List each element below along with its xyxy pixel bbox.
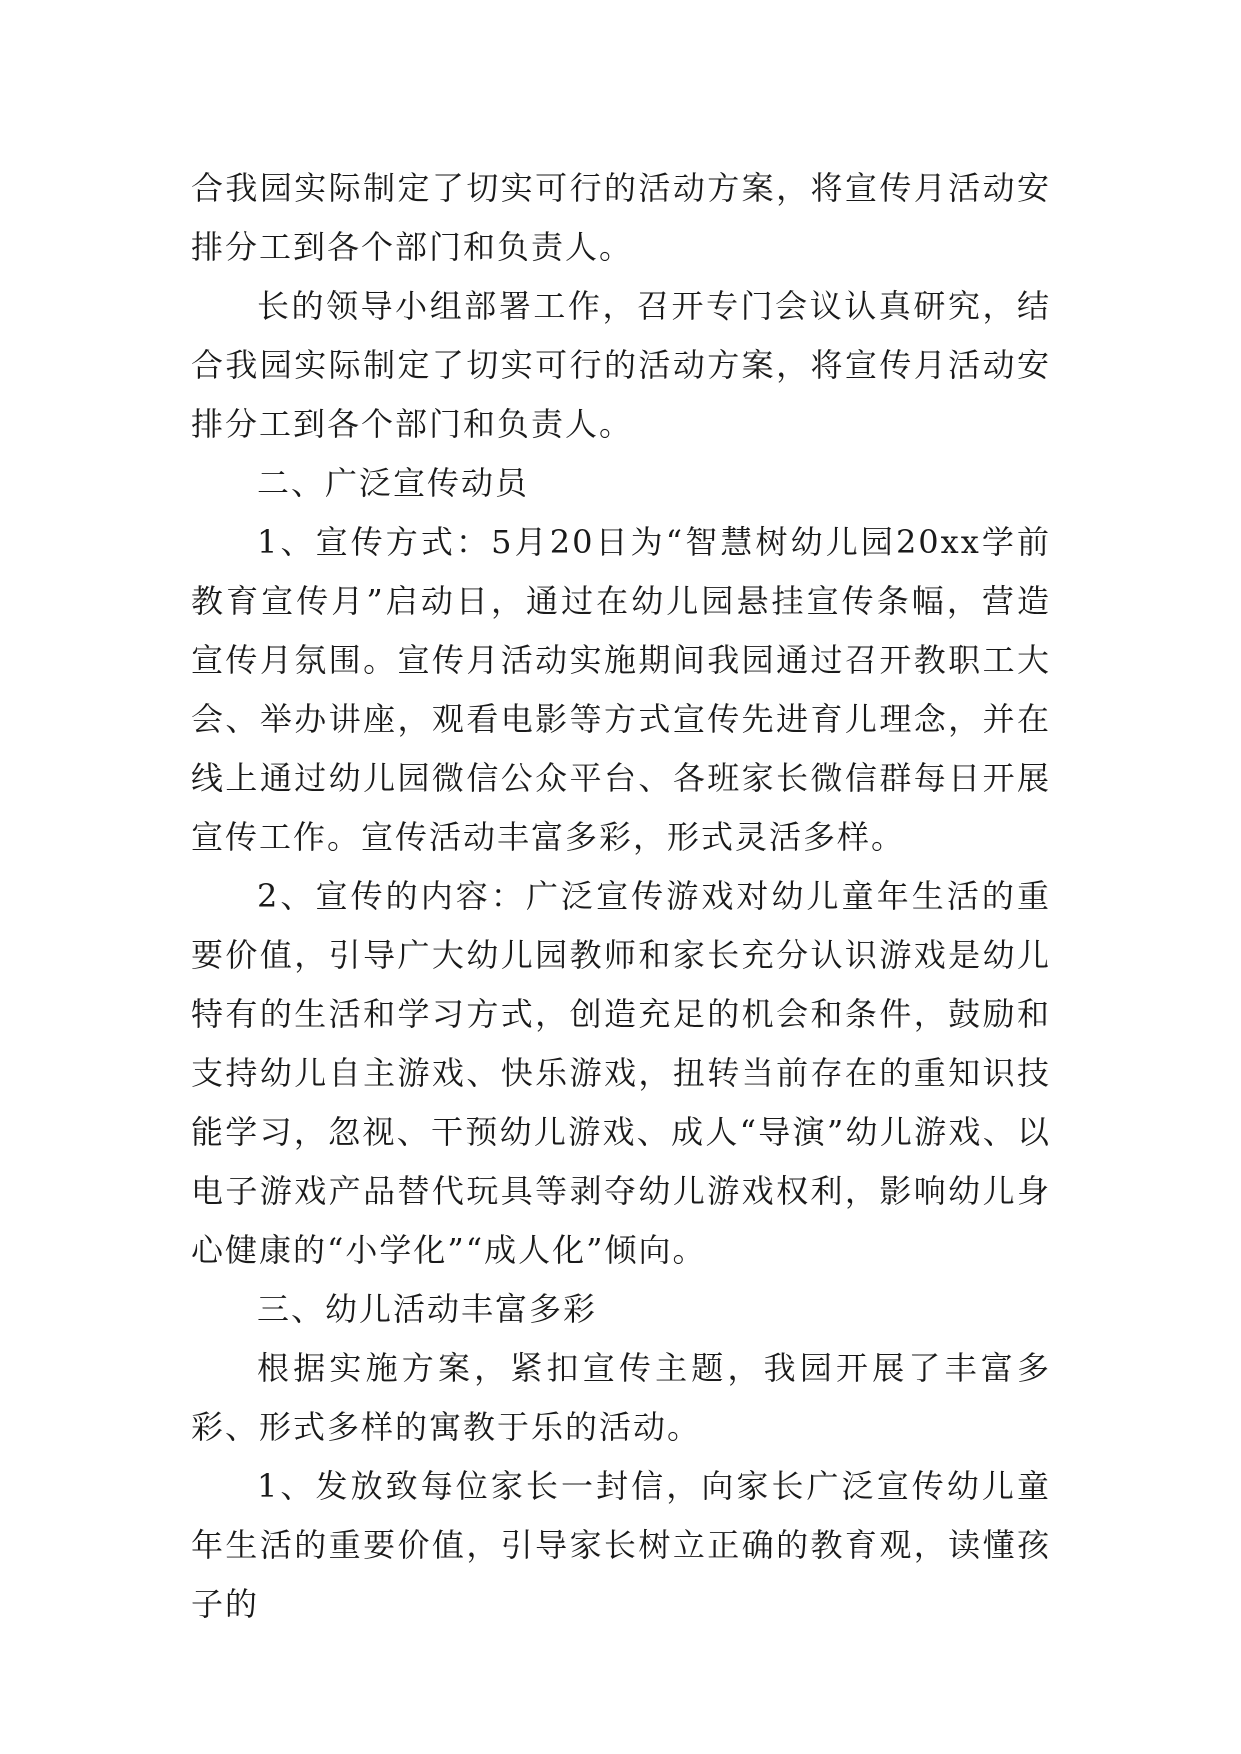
paragraph: 1、发放致每位家长一封信，向家长广泛宣传幼儿童年生活的重要价值，引导家长树立正确的教育观，读懂孩子的 — [191, 1467, 1051, 1623]
paragraph: 长的领导小组部署工作，召开专门会议认真研究，结合我园实际制定了切实可行的活动方案，将宣传月活动安排分工到各个部门和负责人。 — [191, 287, 1051, 443]
paragraph: 合我园实际制定了切实可行的活动方案，将宣传月活动安排分工到各个部门和负责人。 — [191, 169, 1051, 266]
paragraph: 2、宣传的内容：广泛宣传游戏对幼儿童年生活的重要价值，引导广大幼儿园教师和家长充分认识游戏是幼儿特有的生活和学习方式，创造充足的机会和条件，鼓励和支持幼儿自主游戏、快乐游戏，扭转当前存在的重知识技能学习，忽视、干预幼儿游戏、成人“导演”幼儿游戏、以电子游戏产品替代玩具等剥夺幼儿游戏权利，影响幼儿身心健康的“小学化”“成人化”倾向。 — [191, 877, 1051, 1269]
document-body — [191, 159, 1051, 1634]
section-heading: 三、幼儿活动丰富多彩 — [257, 1290, 598, 1328]
paragraph: 根据实施方案，紧扣宣传主题，我园开展了丰富多彩、形式多样的寓教于乐的活动。 — [191, 1349, 1051, 1446]
section-heading: 二、广泛宣传动员 — [257, 464, 530, 502]
paragraph: 1、宣传方式：5月20日为“智慧树幼儿园20xx学前教育宣传月”启动日，通过在幼儿园悬挂宣传条幅，营造宣传月氛围。宣传月活动实施期间我园通过召开教职工大会、举办讲座，观看电影等方式宣传先进育儿理念，并在线上通过幼儿园微信公众平台、各班家长微信群每日开展宣传工作。宣传活动丰富多彩，形式灵活多样。 — [191, 523, 1051, 856]
